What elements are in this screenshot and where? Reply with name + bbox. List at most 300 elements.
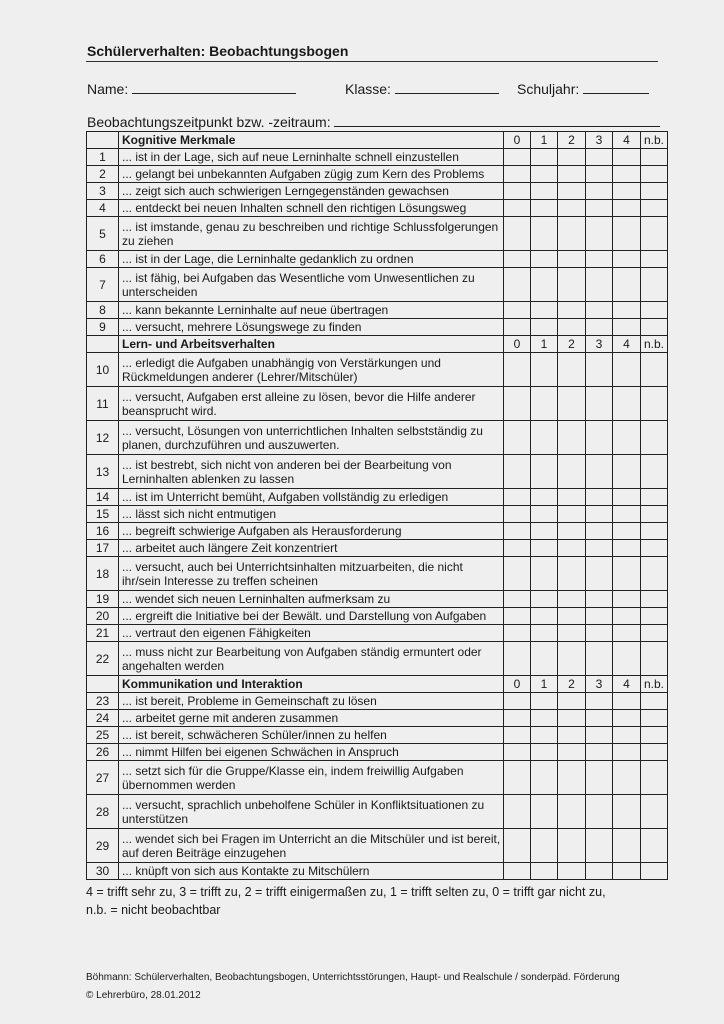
rating-cell-3[interactable] [586, 540, 613, 557]
item-number: 16 [87, 523, 119, 540]
table-row [87, 353, 668, 387]
rating-cell-nb[interactable] [641, 421, 668, 455]
rating-cell-nb[interactable] [641, 642, 668, 676]
rating-cell-0[interactable] [504, 506, 531, 523]
rating-cell-3[interactable] [586, 421, 613, 455]
rating-cell-4[interactable] [613, 251, 641, 268]
rating-cell-1[interactable] [531, 625, 558, 642]
item-number: 25 [87, 727, 119, 744]
table-row [87, 625, 668, 642]
rating-cell-0[interactable] [504, 727, 531, 744]
rating-cell-4[interactable] [613, 744, 641, 761]
table-row [87, 183, 668, 200]
table-row [87, 829, 668, 863]
rating-cell-4[interactable] [613, 166, 641, 183]
item-number: 10 [87, 353, 119, 387]
rating-cell-0[interactable] [504, 183, 531, 200]
section-number-cell [87, 132, 119, 149]
rating-cell-2[interactable] [558, 608, 586, 625]
item-text: ... ist bereit, schwächeren Schüler/innen zu helfen [119, 727, 504, 744]
rating-cell-2[interactable] [558, 268, 586, 302]
rating-cell-3[interactable] [586, 795, 613, 829]
rating-cell-2[interactable] [558, 149, 586, 166]
item-number: 22 [87, 642, 119, 676]
item-number: 9 [87, 319, 119, 336]
rating-cell-1[interactable] [531, 353, 558, 387]
scale-header: 1 [531, 336, 558, 353]
item-text: ... vertraut den eigenen Fähigkeiten [119, 625, 504, 642]
rating-cell-0[interactable] [504, 200, 531, 217]
rating-cell-3[interactable] [586, 557, 613, 591]
rating-cell-4[interactable] [613, 149, 641, 166]
rating-cell-2[interactable] [558, 302, 586, 319]
table-row [87, 540, 668, 557]
table-row [87, 421, 668, 455]
scale-header: n.b. [641, 132, 668, 149]
item-number: 1 [87, 149, 119, 166]
rating-cell-nb[interactable] [641, 149, 668, 166]
rating-cell-2[interactable] [558, 251, 586, 268]
rating-cell-1[interactable] [531, 421, 558, 455]
rating-cell-1[interactable] [531, 863, 558, 880]
item-number: 23 [87, 693, 119, 710]
rating-cell-3[interactable] [586, 625, 613, 642]
rating-legend [86, 883, 686, 919]
zeitraum-field[interactable] [87, 113, 660, 130]
item-text: ... ist in der Lage, sich auf neue Lerninhalte schnell einzustellen [119, 149, 504, 166]
rating-cell-4[interactable] [613, 693, 641, 710]
rating-cell-3[interactable] [586, 455, 613, 489]
rating-cell-3[interactable] [586, 506, 613, 523]
schuljahr-label: Schuljahr: [517, 81, 580, 97]
rating-cell-3[interactable] [586, 523, 613, 540]
rating-cell-2[interactable] [558, 727, 586, 744]
rating-cell-1[interactable] [531, 455, 558, 489]
table-row [87, 795, 668, 829]
name-blank[interactable] [132, 80, 296, 94]
table-row [87, 744, 668, 761]
item-text: ... ist bestrebt, sich nicht von anderen bei der Bearbeitung von Lerninhalten ablenken zu lassen [119, 455, 504, 489]
rating-cell-0[interactable] [504, 319, 531, 336]
scale-header: 1 [531, 676, 558, 693]
rating-cell-1[interactable] [531, 744, 558, 761]
rating-cell-4[interactable] [613, 863, 641, 880]
rating-cell-4[interactable] [613, 829, 641, 863]
rating-cell-1[interactable] [531, 727, 558, 744]
rating-cell-nb[interactable] [641, 795, 668, 829]
rating-cell-4[interactable] [613, 387, 641, 421]
rating-cell-4[interactable] [613, 268, 641, 302]
rating-cell-nb[interactable] [641, 183, 668, 200]
rating-cell-nb[interactable] [641, 540, 668, 557]
rating-cell-nb[interactable] [641, 302, 668, 319]
rating-cell-nb[interactable] [641, 727, 668, 744]
rating-cell-1[interactable] [531, 251, 558, 268]
rating-cell-4[interactable] [613, 455, 641, 489]
table-row [87, 217, 668, 251]
rating-cell-1[interactable] [531, 217, 558, 251]
rating-cell-0[interactable] [504, 591, 531, 608]
section-header-row [87, 336, 668, 353]
item-number: 19 [87, 591, 119, 608]
scale-header: 4 [613, 676, 641, 693]
rating-cell-1[interactable] [531, 710, 558, 727]
item-number: 6 [87, 251, 119, 268]
rating-cell-4[interactable] [613, 608, 641, 625]
rating-cell-nb[interactable] [641, 863, 668, 880]
rating-cell-2[interactable] [558, 761, 586, 795]
rating-cell-3[interactable] [586, 183, 613, 200]
rating-cell-nb[interactable] [641, 268, 668, 302]
rating-cell-2[interactable] [558, 795, 586, 829]
item-number: 7 [87, 268, 119, 302]
rating-cell-4[interactable] [613, 489, 641, 506]
item-number: 2 [87, 166, 119, 183]
klasse-label: Klasse: [345, 81, 391, 97]
rating-cell-4[interactable] [613, 200, 641, 217]
name-field[interactable] [87, 80, 296, 97]
rating-cell-4[interactable] [613, 591, 641, 608]
rating-cell-0[interactable] [504, 268, 531, 302]
rating-cell-0[interactable] [504, 693, 531, 710]
item-number: 18 [87, 557, 119, 591]
rating-cell-0[interactable] [504, 149, 531, 166]
rating-cell-3[interactable] [586, 489, 613, 506]
rating-cell-0[interactable] [504, 710, 531, 727]
item-text: ... entdeckt bei neuen Inhalten schnell den richtigen Lösungsweg [119, 200, 504, 217]
rating-cell-nb[interactable] [641, 489, 668, 506]
item-text: ... ist bereit, Probleme in Gemeinschaft zu lösen [119, 693, 504, 710]
zeitraum-label: Beobachtungszeitpunkt bzw. -zeitraum: [87, 114, 331, 130]
rating-cell-2[interactable] [558, 591, 586, 608]
rating-cell-2[interactable] [558, 421, 586, 455]
item-number: 26 [87, 744, 119, 761]
rating-cell-2[interactable] [558, 540, 586, 557]
rating-cell-4[interactable] [613, 506, 641, 523]
rating-cell-3[interactable] [586, 710, 613, 727]
rating-cell-3[interactable] [586, 744, 613, 761]
rating-cell-1[interactable] [531, 608, 558, 625]
item-number: 17 [87, 540, 119, 557]
scale-header: 1 [531, 132, 558, 149]
rating-cell-4[interactable] [613, 319, 641, 336]
rating-cell-nb[interactable] [641, 744, 668, 761]
rating-cell-2[interactable] [558, 863, 586, 880]
item-text: ... kann bekannte Lerninhalte auf neue übertragen [119, 302, 504, 319]
item-number: 14 [87, 489, 119, 506]
rating-cell-4[interactable] [613, 642, 641, 676]
rating-cell-2[interactable] [558, 557, 586, 591]
table-row [87, 387, 668, 421]
rating-cell-1[interactable] [531, 302, 558, 319]
rating-cell-0[interactable] [504, 353, 531, 387]
rating-cell-0[interactable] [504, 302, 531, 319]
rating-cell-3[interactable] [586, 608, 613, 625]
rating-cell-0[interactable] [504, 540, 531, 557]
table-row [87, 302, 668, 319]
table-row [87, 166, 668, 183]
rating-cell-3[interactable] [586, 863, 613, 880]
rating-cell-nb[interactable] [641, 506, 668, 523]
klasse-field[interactable] [345, 80, 499, 97]
rating-cell-4[interactable] [613, 557, 641, 591]
rating-cell-0[interactable] [504, 744, 531, 761]
rating-cell-3[interactable] [586, 217, 613, 251]
rating-cell-0[interactable] [504, 217, 531, 251]
observation-table [86, 131, 668, 880]
rating-cell-3[interactable] [586, 353, 613, 387]
item-number: 4 [87, 200, 119, 217]
rating-cell-1[interactable] [531, 387, 558, 421]
rating-cell-1[interactable] [531, 523, 558, 540]
item-text: ... setzt sich für die Gruppe/Klasse ein, indem freiwillig Aufgaben übernommen werden [119, 761, 504, 795]
item-text: ... versucht, Aufgaben erst alleine zu lösen, bevor die Hilfe anderer beansprucht wird. [119, 387, 504, 421]
item-number: 28 [87, 795, 119, 829]
rating-cell-0[interactable] [504, 863, 531, 880]
rating-cell-0[interactable] [504, 608, 531, 625]
rating-cell-1[interactable] [531, 149, 558, 166]
rating-cell-nb[interactable] [641, 625, 668, 642]
item-number: 27 [87, 761, 119, 795]
rating-cell-3[interactable] [586, 591, 613, 608]
rating-cell-3[interactable] [586, 166, 613, 183]
rating-cell-3[interactable] [586, 251, 613, 268]
rating-cell-1[interactable] [531, 540, 558, 557]
rating-cell-3[interactable] [586, 761, 613, 795]
rating-cell-nb[interactable] [641, 200, 668, 217]
rating-cell-0[interactable] [504, 642, 531, 676]
table-row [87, 268, 668, 302]
rating-cell-2[interactable] [558, 387, 586, 421]
table-row [87, 251, 668, 268]
rating-cell-0[interactable] [504, 829, 531, 863]
item-text: ... nimmt Hilfen bei eigenen Schwächen in Anspruch [119, 744, 504, 761]
rating-cell-3[interactable] [586, 642, 613, 676]
item-number: 29 [87, 829, 119, 863]
rating-cell-0[interactable] [504, 557, 531, 591]
rating-cell-1[interactable] [531, 489, 558, 506]
section-heading: Kommunikation und Interaktion [119, 676, 504, 693]
item-number: 20 [87, 608, 119, 625]
scale-header: 4 [613, 132, 641, 149]
item-number: 3 [87, 183, 119, 200]
item-text: ... knüpft von sich aus Kontakte zu Mitschülern [119, 863, 504, 880]
scale-header: 2 [558, 676, 586, 693]
rating-cell-1[interactable] [531, 268, 558, 302]
item-text: ... versucht, sprachlich unbeholfene Schüler in Konfliktsituationen zu unterstützen [119, 795, 504, 829]
table-row [87, 591, 668, 608]
rating-cell-1[interactable] [531, 166, 558, 183]
rating-cell-1[interactable] [531, 183, 558, 200]
rating-cell-4[interactable] [613, 795, 641, 829]
rating-cell-nb[interactable] [641, 557, 668, 591]
section-header-row [87, 676, 668, 693]
rating-cell-4[interactable] [613, 727, 641, 744]
footer-copyright: © Lehrerbüro, 28.01.2012 [86, 990, 201, 1001]
rating-cell-2[interactable] [558, 625, 586, 642]
rating-cell-3[interactable] [586, 268, 613, 302]
rating-cell-4[interactable] [613, 217, 641, 251]
item-text: ... ist in der Lage, die Lerninhalte gedanklich zu ordnen [119, 251, 504, 268]
page-title: Schülerverhalten: Beobachtungsbogen [87, 43, 349, 59]
rating-cell-0[interactable] [504, 489, 531, 506]
rating-cell-0[interactable] [504, 387, 531, 421]
rating-cell-2[interactable] [558, 217, 586, 251]
scale-header: 0 [504, 132, 531, 149]
rating-cell-2[interactable] [558, 353, 586, 387]
main-content [86, 131, 686, 919]
rating-cell-0[interactable] [504, 523, 531, 540]
item-number: 21 [87, 625, 119, 642]
item-text: ... ist imstande, genau zu beschreiben und richtige Schlussfolgerungen zu ziehen [119, 217, 504, 251]
rating-cell-0[interactable] [504, 455, 531, 489]
table-row [87, 710, 668, 727]
rating-cell-3[interactable] [586, 829, 613, 863]
rating-cell-4[interactable] [613, 183, 641, 200]
table-row [87, 693, 668, 710]
rating-cell-2[interactable] [558, 523, 586, 540]
rating-cell-4[interactable] [613, 540, 641, 557]
scale-header: 3 [586, 676, 613, 693]
rating-cell-2[interactable] [558, 693, 586, 710]
legend-line: 4 = trifft sehr zu, 3 = trifft zu, 2 = trifft einigermaßen zu, 1 = trifft selten zu, 0 = trifft gar nicht zu, [86, 885, 606, 899]
rating-cell-4[interactable] [613, 710, 641, 727]
section-heading: Kognitive Merkmale [119, 132, 504, 149]
rating-cell-nb[interactable] [641, 455, 668, 489]
table-row [87, 608, 668, 625]
item-text: ... muss nicht zur Bearbeitung von Aufgaben ständig ermuntert oder angehalten werden [119, 642, 504, 676]
rating-cell-3[interactable] [586, 302, 613, 319]
rating-cell-2[interactable] [558, 744, 586, 761]
rating-cell-3[interactable] [586, 727, 613, 744]
rating-cell-nb[interactable] [641, 217, 668, 251]
item-text: ... ergreift die Initiative bei der Bewält. und Darstellung von Aufgaben [119, 608, 504, 625]
scale-header: 4 [613, 336, 641, 353]
section-number-cell [87, 336, 119, 353]
table-row [87, 761, 668, 795]
rating-cell-2[interactable] [558, 829, 586, 863]
rating-cell-nb[interactable] [641, 353, 668, 387]
rating-cell-nb[interactable] [641, 523, 668, 540]
table-row [87, 642, 668, 676]
rating-cell-0[interactable] [504, 251, 531, 268]
rating-cell-nb[interactable] [641, 166, 668, 183]
section-header-row [87, 132, 668, 149]
section-number-cell [87, 676, 119, 693]
footer [86, 969, 620, 1005]
rating-cell-1[interactable] [531, 200, 558, 217]
item-number: 11 [87, 387, 119, 421]
rating-cell-3[interactable] [586, 319, 613, 336]
item-number: 13 [87, 455, 119, 489]
rating-cell-4[interactable] [613, 761, 641, 795]
table-row [87, 863, 668, 880]
rating-cell-1[interactable] [531, 591, 558, 608]
rating-cell-2[interactable] [558, 166, 586, 183]
title-divider [86, 61, 658, 62]
rating-cell-0[interactable] [504, 761, 531, 795]
zeitraum-blank[interactable] [334, 113, 660, 127]
section-heading: Lern- und Arbeitsverhalten [119, 336, 504, 353]
rating-cell-1[interactable] [531, 319, 558, 336]
rating-cell-nb[interactable] [641, 761, 668, 795]
rating-cell-2[interactable] [558, 200, 586, 217]
rating-cell-2[interactable] [558, 710, 586, 727]
rating-cell-1[interactable] [531, 693, 558, 710]
table-row [87, 149, 668, 166]
rating-cell-nb[interactable] [641, 710, 668, 727]
table-row [87, 455, 668, 489]
rating-cell-4[interactable] [613, 523, 641, 540]
item-text: ... arbeitet gerne mit anderen zusammen [119, 710, 504, 727]
item-text: ... versucht, auch bei Unterrichtsinhalten mitzuarbeiten, die nicht ihr/sein Interesse zu treffen scheinen [119, 557, 504, 591]
rating-cell-3[interactable] [586, 387, 613, 421]
rating-cell-nb[interactable] [641, 387, 668, 421]
rating-cell-2[interactable] [558, 455, 586, 489]
schuljahr-blank[interactable] [583, 80, 649, 94]
schuljahr-field[interactable] [517, 80, 649, 97]
item-number: 8 [87, 302, 119, 319]
item-text: ... zeigt sich auch schwierigen Lerngegenständen gewachsen [119, 183, 504, 200]
rating-cell-2[interactable] [558, 506, 586, 523]
scale-header: 3 [586, 336, 613, 353]
table-row [87, 557, 668, 591]
rating-cell-4[interactable] [613, 625, 641, 642]
rating-cell-4[interactable] [613, 302, 641, 319]
rating-cell-1[interactable] [531, 557, 558, 591]
scale-header: 2 [558, 132, 586, 149]
rating-cell-nb[interactable] [641, 608, 668, 625]
legend-line: n.b. = nicht beobachtbar [86, 903, 221, 917]
item-text: ... arbeitet auch längere Zeit konzentriert [119, 540, 504, 557]
rating-cell-1[interactable] [531, 642, 558, 676]
rating-cell-4[interactable] [613, 421, 641, 455]
rating-cell-0[interactable] [504, 625, 531, 642]
rating-cell-0[interactable] [504, 795, 531, 829]
item-text: ... wendet sich neuen Lerninhalten aufmerksam zu [119, 591, 504, 608]
rating-cell-nb[interactable] [641, 693, 668, 710]
rating-cell-1[interactable] [531, 795, 558, 829]
rating-cell-3[interactable] [586, 149, 613, 166]
rating-cell-0[interactable] [504, 421, 531, 455]
rating-cell-0[interactable] [504, 166, 531, 183]
rating-cell-2[interactable] [558, 489, 586, 506]
rating-cell-4[interactable] [613, 353, 641, 387]
scale-header: n.b. [641, 336, 668, 353]
scale-header: 0 [504, 676, 531, 693]
item-text: ... gelangt bei unbekannten Aufgaben zügig zum Kern des Problems [119, 166, 504, 183]
rating-cell-3[interactable] [586, 200, 613, 217]
item-number: 24 [87, 710, 119, 727]
rating-cell-nb[interactable] [641, 829, 668, 863]
rating-cell-1[interactable] [531, 506, 558, 523]
rating-cell-1[interactable] [531, 761, 558, 795]
klasse-blank[interactable] [395, 80, 499, 94]
rating-cell-2[interactable] [558, 642, 586, 676]
rating-cell-nb[interactable] [641, 591, 668, 608]
item-text: ... begreift schwierige Aufgaben als Herausforderung [119, 523, 504, 540]
rating-cell-nb[interactable] [641, 319, 668, 336]
rating-cell-1[interactable] [531, 829, 558, 863]
rating-cell-2[interactable] [558, 183, 586, 200]
rating-cell-nb[interactable] [641, 251, 668, 268]
table-row [87, 506, 668, 523]
scale-header: 3 [586, 132, 613, 149]
scale-header: 0 [504, 336, 531, 353]
item-text: ... lässt sich nicht entmutigen [119, 506, 504, 523]
rating-cell-2[interactable] [558, 319, 586, 336]
rating-cell-3[interactable] [586, 693, 613, 710]
